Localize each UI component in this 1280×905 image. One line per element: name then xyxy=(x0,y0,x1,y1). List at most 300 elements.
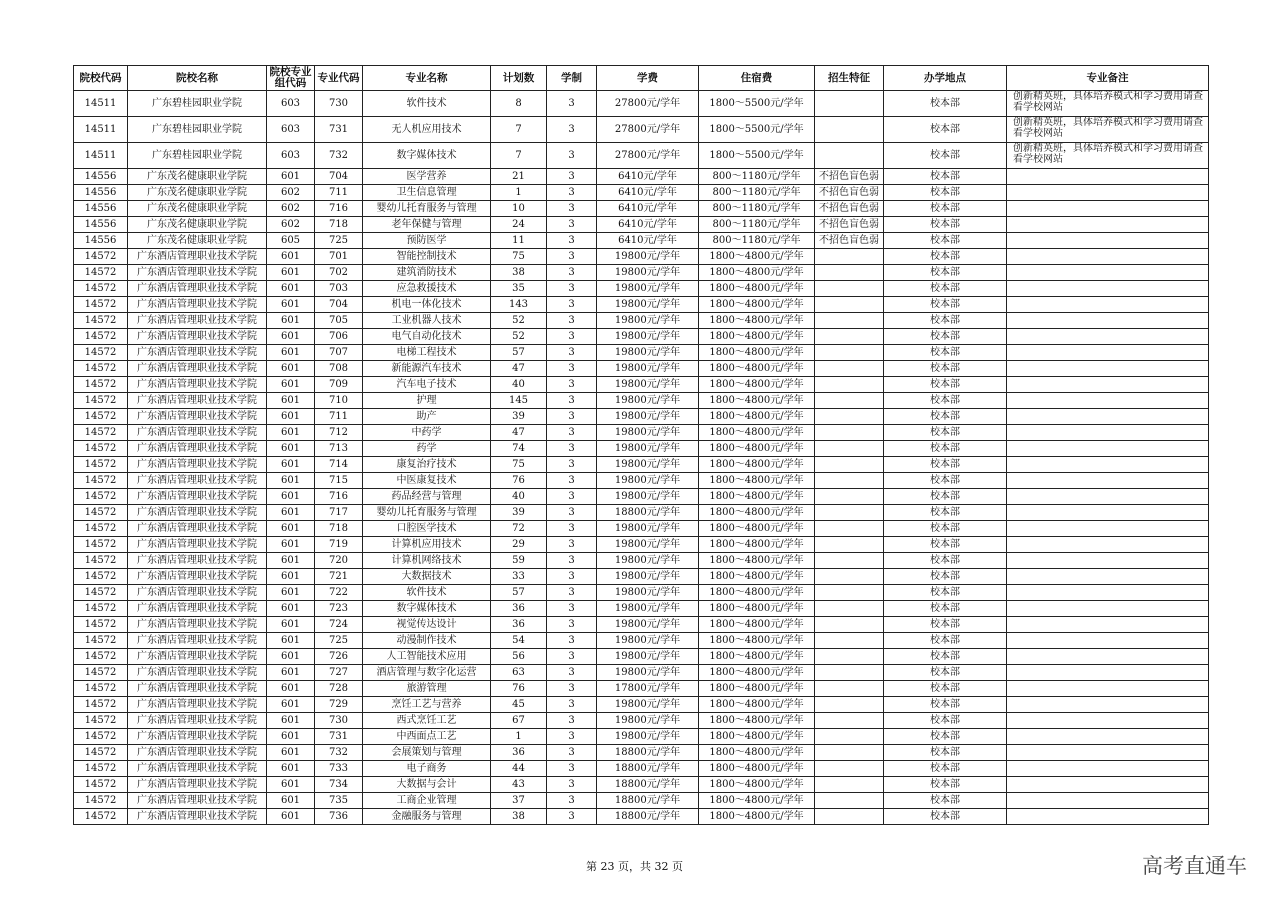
cell-campus: 校本部 xyxy=(884,117,1007,143)
page-number: 第 23 页，共 32 页 xyxy=(586,860,683,873)
cell-duration: 3 xyxy=(547,91,597,117)
cell-duration: 3 xyxy=(547,505,597,521)
cell-admission-feature xyxy=(815,681,884,697)
cell-tuition: 18800元/学年 xyxy=(597,793,699,809)
cell-school-name: 广东酒店管理职业技术学院 xyxy=(128,345,267,361)
cell-duration: 3 xyxy=(547,249,597,265)
table-row xyxy=(74,297,1209,313)
cell-major-name: 康复治疗技术 xyxy=(363,457,491,473)
cell-admission-feature xyxy=(815,761,884,777)
cell-major-code: 718 xyxy=(315,521,363,537)
cell-campus: 校本部 xyxy=(884,265,1007,281)
cell-campus: 校本部 xyxy=(884,553,1007,569)
cell-duration: 3 xyxy=(547,521,597,537)
cell-major-code: 708 xyxy=(315,361,363,377)
cell-plan-count: 40 xyxy=(491,377,547,393)
cell-school-code: 14572 xyxy=(74,377,128,393)
cell-major-code: 731 xyxy=(315,729,363,745)
cell-major-code: 730 xyxy=(315,91,363,117)
cell-duration: 3 xyxy=(547,393,597,409)
cell-major-name: 电子商务 xyxy=(363,761,491,777)
cell-school-code: 14572 xyxy=(74,777,128,793)
cell-campus: 校本部 xyxy=(884,425,1007,441)
cell-school-name: 广东酒店管理职业技术学院 xyxy=(128,409,267,425)
cell-group-code: 602 xyxy=(267,201,315,217)
cell-major-code: 725 xyxy=(315,633,363,649)
cell-campus: 校本部 xyxy=(884,409,1007,425)
cell-group-code: 601 xyxy=(267,633,315,649)
cell-plan-count: 37 xyxy=(491,793,547,809)
cell-admission-feature xyxy=(815,697,884,713)
cell-duration: 3 xyxy=(547,233,597,249)
cell-major-name: 护理 xyxy=(363,393,491,409)
cell-admission-feature xyxy=(815,117,884,143)
cell-major-name: 西式烹饪工艺 xyxy=(363,713,491,729)
cell-school-name: 广东碧桂园职业学院 xyxy=(128,143,267,169)
cell-campus: 校本部 xyxy=(884,585,1007,601)
table-row xyxy=(74,617,1209,633)
cell-campus: 校本部 xyxy=(884,713,1007,729)
cell-plan-count: 52 xyxy=(491,329,547,345)
cell-admission-feature xyxy=(815,457,884,473)
cell-tuition: 27800元/学年 xyxy=(597,143,699,169)
cell-plan-count: 39 xyxy=(491,505,547,521)
cell-tuition: 19800元/学年 xyxy=(597,649,699,665)
cell-duration: 3 xyxy=(547,649,597,665)
cell-school-code: 14511 xyxy=(74,117,128,143)
cell-school-name: 广东碧桂园职业学院 xyxy=(128,117,267,143)
cell-school-name: 广东酒店管理职业技术学院 xyxy=(128,617,267,633)
cell-major-code: 732 xyxy=(315,143,363,169)
cell-school-name: 广东酒店管理职业技术学院 xyxy=(128,393,267,409)
cell-tuition: 19800元/学年 xyxy=(597,249,699,265)
cell-major-code: 721 xyxy=(315,569,363,585)
cell-major-code: 719 xyxy=(315,537,363,553)
cell-admission-feature xyxy=(815,473,884,489)
cell-school-code: 14572 xyxy=(74,265,128,281)
cell-tuition: 19800元/学年 xyxy=(597,489,699,505)
cell-school-code: 14572 xyxy=(74,281,128,297)
cell-school-name: 广东酒店管理职业技术学院 xyxy=(128,665,267,681)
cell-housing-fee: 800～1180元/学年 xyxy=(699,217,815,233)
cell-campus: 校本部 xyxy=(884,393,1007,409)
cell-school-name: 广东茂名健康职业学院 xyxy=(128,185,267,201)
cell-housing-fee: 1800～4800元/学年 xyxy=(699,409,815,425)
cell-admission-feature xyxy=(815,361,884,377)
cell-admission-feature xyxy=(815,729,884,745)
cell-tuition: 19800元/学年 xyxy=(597,297,699,313)
cell-group-code: 601 xyxy=(267,361,315,377)
cell-plan-count: 36 xyxy=(491,617,547,633)
cell-group-code: 601 xyxy=(267,681,315,697)
cell-housing-fee: 1800～4800元/学年 xyxy=(699,361,815,377)
cell-school-code: 14556 xyxy=(74,233,128,249)
cell-tuition: 6410元/学年 xyxy=(597,169,699,185)
cell-tuition: 18800元/学年 xyxy=(597,809,699,825)
cell-school-name: 广东酒店管理职业技术学院 xyxy=(128,473,267,489)
cell-housing-fee: 1800～4800元/学年 xyxy=(699,505,815,521)
table-row xyxy=(74,537,1209,553)
cell-admission-feature xyxy=(815,601,884,617)
cell-major-code: 723 xyxy=(315,601,363,617)
cell-plan-count: 143 xyxy=(491,297,547,313)
cell-major-code: 707 xyxy=(315,345,363,361)
cell-school-code: 14572 xyxy=(74,649,128,665)
cell-campus: 校本部 xyxy=(884,91,1007,117)
cell-plan-count: 36 xyxy=(491,601,547,617)
cell-tuition: 19800元/学年 xyxy=(597,313,699,329)
cell-major-note xyxy=(1007,457,1209,473)
cell-tuition: 6410元/学年 xyxy=(597,217,699,233)
cell-major-note xyxy=(1007,569,1209,585)
cell-housing-fee: 1800～4800元/学年 xyxy=(699,553,815,569)
cell-plan-count: 1 xyxy=(491,729,547,745)
cell-group-code: 605 xyxy=(267,233,315,249)
cell-duration: 3 xyxy=(547,281,597,297)
cell-plan-count: 56 xyxy=(491,649,547,665)
cell-school-code: 14556 xyxy=(74,201,128,217)
cell-major-note xyxy=(1007,489,1209,505)
cell-duration: 3 xyxy=(547,809,597,825)
table-row xyxy=(74,777,1209,793)
table-row xyxy=(74,681,1209,697)
cell-duration: 3 xyxy=(547,329,597,345)
cell-plan-count: 75 xyxy=(491,249,547,265)
cell-group-code: 602 xyxy=(267,185,315,201)
cell-major-note xyxy=(1007,793,1209,809)
cell-duration: 3 xyxy=(547,537,597,553)
cell-tuition: 19800元/学年 xyxy=(597,665,699,681)
cell-housing-fee: 1800～4800元/学年 xyxy=(699,297,815,313)
cell-group-code: 601 xyxy=(267,377,315,393)
cell-major-name: 计算机应用技术 xyxy=(363,537,491,553)
table-row xyxy=(74,409,1209,425)
cell-campus: 校本部 xyxy=(884,473,1007,489)
cell-campus: 校本部 xyxy=(884,377,1007,393)
cell-major-name: 中药学 xyxy=(363,425,491,441)
cell-major-name: 中医康复技术 xyxy=(363,473,491,489)
cell-major-note xyxy=(1007,441,1209,457)
cell-major-name: 视觉传达设计 xyxy=(363,617,491,633)
cell-tuition: 6410元/学年 xyxy=(597,233,699,249)
cell-housing-fee: 1800～4800元/学年 xyxy=(699,441,815,457)
cell-tuition: 18800元/学年 xyxy=(597,745,699,761)
cell-tuition: 18800元/学年 xyxy=(597,777,699,793)
cell-major-note xyxy=(1007,505,1209,521)
table-row xyxy=(74,649,1209,665)
cell-tuition: 19800元/学年 xyxy=(597,393,699,409)
cell-major-note xyxy=(1007,697,1209,713)
cell-major-note xyxy=(1007,745,1209,761)
cell-housing-fee: 1800～4800元/学年 xyxy=(699,377,815,393)
cell-major-name: 人工智能技术应用 xyxy=(363,649,491,665)
cell-school-name: 广东酒店管理职业技术学院 xyxy=(128,585,267,601)
cell-major-code: 705 xyxy=(315,313,363,329)
table-row xyxy=(74,569,1209,585)
cell-major-note xyxy=(1007,345,1209,361)
cell-major-name: 无人机应用技术 xyxy=(363,117,491,143)
cell-housing-fee: 1800～4800元/学年 xyxy=(699,521,815,537)
cell-plan-count: 44 xyxy=(491,761,547,777)
cell-plan-count: 39 xyxy=(491,409,547,425)
cell-major-name: 建筑消防技术 xyxy=(363,265,491,281)
cell-housing-fee: 1800～4800元/学年 xyxy=(699,329,815,345)
cell-major-note xyxy=(1007,409,1209,425)
cell-school-name: 广东酒店管理职业技术学院 xyxy=(128,281,267,297)
cell-major-code: 706 xyxy=(315,329,363,345)
cell-school-code: 14572 xyxy=(74,761,128,777)
cell-major-name: 工商企业管理 xyxy=(363,793,491,809)
table-row xyxy=(74,553,1209,569)
cell-tuition: 19800元/学年 xyxy=(597,713,699,729)
cell-housing-fee: 1800～4800元/学年 xyxy=(699,425,815,441)
table-row xyxy=(74,91,1209,117)
cell-housing-fee: 1800～4800元/学年 xyxy=(699,569,815,585)
cell-major-code: 726 xyxy=(315,649,363,665)
cell-major-name: 数字媒体技术 xyxy=(363,143,491,169)
cell-duration: 3 xyxy=(547,441,597,457)
cell-campus: 校本部 xyxy=(884,441,1007,457)
cell-school-name: 广东酒店管理职业技术学院 xyxy=(128,441,267,457)
cell-group-code: 601 xyxy=(267,473,315,489)
cell-group-code: 602 xyxy=(267,217,315,233)
cell-major-note xyxy=(1007,169,1209,185)
cell-school-code: 14572 xyxy=(74,473,128,489)
cell-campus: 校本部 xyxy=(884,569,1007,585)
cell-group-code: 601 xyxy=(267,793,315,809)
cell-plan-count: 43 xyxy=(491,777,547,793)
cell-school-name: 广东酒店管理职业技术学院 xyxy=(128,633,267,649)
cell-major-note xyxy=(1007,649,1209,665)
cell-major-name: 药品经营与管理 xyxy=(363,489,491,505)
cell-school-code: 14511 xyxy=(74,143,128,169)
cell-housing-fee: 1800～4800元/学年 xyxy=(699,265,815,281)
cell-major-note xyxy=(1007,313,1209,329)
cell-plan-count: 75 xyxy=(491,457,547,473)
cell-school-code: 14572 xyxy=(74,313,128,329)
cell-school-name: 广东酒店管理职业技术学院 xyxy=(128,761,267,777)
table-row xyxy=(74,393,1209,409)
cell-school-name: 广东酒店管理职业技术学院 xyxy=(128,489,267,505)
cell-admission-feature xyxy=(815,649,884,665)
cell-major-code: 725 xyxy=(315,233,363,249)
cell-school-name: 广东茂名健康职业学院 xyxy=(128,201,267,217)
cell-major-code: 716 xyxy=(315,201,363,217)
cell-tuition: 19800元/学年 xyxy=(597,585,699,601)
cell-tuition: 19800元/学年 xyxy=(597,521,699,537)
cell-major-name: 旅游管理 xyxy=(363,681,491,697)
cell-duration: 3 xyxy=(547,409,597,425)
cell-plan-count: 145 xyxy=(491,393,547,409)
cell-group-code: 601 xyxy=(267,601,315,617)
cell-housing-fee: 800～1180元/学年 xyxy=(699,233,815,249)
cell-duration: 3 xyxy=(547,761,597,777)
table-row xyxy=(74,185,1209,201)
cell-plan-count: 38 xyxy=(491,265,547,281)
cell-admission-feature xyxy=(815,281,884,297)
cell-major-note xyxy=(1007,297,1209,313)
cell-school-name: 广东酒店管理职业技术学院 xyxy=(128,313,267,329)
cell-major-name: 汽车电子技术 xyxy=(363,377,491,393)
cell-school-name: 广东酒店管理职业技术学院 xyxy=(128,425,267,441)
cell-duration: 3 xyxy=(547,697,597,713)
cell-major-note xyxy=(1007,425,1209,441)
cell-tuition: 27800元/学年 xyxy=(597,117,699,143)
cell-school-name: 广东茂名健康职业学院 xyxy=(128,233,267,249)
cell-school-name: 广东酒店管理职业技术学院 xyxy=(128,777,267,793)
cell-group-code: 601 xyxy=(267,489,315,505)
table-row xyxy=(74,473,1209,489)
cell-housing-fee: 800～1180元/学年 xyxy=(699,201,815,217)
table-row xyxy=(74,281,1209,297)
cell-duration: 3 xyxy=(547,633,597,649)
cell-plan-count: 57 xyxy=(491,345,547,361)
cell-school-code: 14572 xyxy=(74,585,128,601)
cell-admission-feature xyxy=(815,505,884,521)
cell-duration: 3 xyxy=(547,681,597,697)
table-row xyxy=(74,697,1209,713)
cell-major-code: 713 xyxy=(315,441,363,457)
cell-admission-feature xyxy=(815,345,884,361)
cell-major-note xyxy=(1007,553,1209,569)
table-row xyxy=(74,361,1209,377)
cell-campus: 校本部 xyxy=(884,143,1007,169)
cell-plan-count: 11 xyxy=(491,233,547,249)
cell-school-name: 广东酒店管理职业技术学院 xyxy=(128,329,267,345)
cell-major-name: 酒店管理与数字化运营 xyxy=(363,665,491,681)
cell-school-code: 14556 xyxy=(74,185,128,201)
cell-major-name: 智能控制技术 xyxy=(363,249,491,265)
cell-major-note xyxy=(1007,521,1209,537)
cell-duration: 3 xyxy=(547,185,597,201)
cell-admission-feature: 不招色盲色弱 xyxy=(815,201,884,217)
cell-housing-fee: 1800～4800元/学年 xyxy=(699,777,815,793)
cell-plan-count: 76 xyxy=(491,681,547,697)
cell-school-code: 14572 xyxy=(74,553,128,569)
cell-major-name: 大数据与会计 xyxy=(363,777,491,793)
cell-campus: 校本部 xyxy=(884,457,1007,473)
cell-duration: 3 xyxy=(547,217,597,233)
cell-plan-count: 45 xyxy=(491,697,547,713)
cell-school-name: 广东茂名健康职业学院 xyxy=(128,169,267,185)
cell-campus: 校本部 xyxy=(884,793,1007,809)
cell-housing-fee: 1800～4800元/学年 xyxy=(699,793,815,809)
cell-duration: 3 xyxy=(547,729,597,745)
cell-plan-count: 54 xyxy=(491,633,547,649)
cell-plan-count: 57 xyxy=(491,585,547,601)
cell-plan-count: 52 xyxy=(491,313,547,329)
cell-plan-count: 59 xyxy=(491,553,547,569)
cell-school-code: 14572 xyxy=(74,441,128,457)
cell-admission-feature xyxy=(815,745,884,761)
cell-duration: 3 xyxy=(547,425,597,441)
cell-major-name: 中西面点工艺 xyxy=(363,729,491,745)
cell-school-code: 14572 xyxy=(74,713,128,729)
cell-group-code: 601 xyxy=(267,777,315,793)
cell-duration: 3 xyxy=(547,457,597,473)
cell-major-note xyxy=(1007,473,1209,489)
cell-school-name: 广东酒店管理职业技术学院 xyxy=(128,713,267,729)
cell-housing-fee: 1800～4800元/学年 xyxy=(699,345,815,361)
cell-housing-fee: 1800～4800元/学年 xyxy=(699,489,815,505)
table-row xyxy=(74,713,1209,729)
cell-major-note xyxy=(1007,217,1209,233)
cell-school-code: 14556 xyxy=(74,169,128,185)
cell-admission-feature: 不招色盲色弱 xyxy=(815,185,884,201)
cell-school-code: 14572 xyxy=(74,345,128,361)
cell-school-name: 广东酒店管理职业技术学院 xyxy=(128,793,267,809)
cell-housing-fee: 1800～4800元/学年 xyxy=(699,537,815,553)
cell-major-name: 医学营养 xyxy=(363,169,491,185)
cell-school-code: 14572 xyxy=(74,393,128,409)
cell-duration: 3 xyxy=(547,201,597,217)
cell-major-name: 新能源汽车技术 xyxy=(363,361,491,377)
cell-group-code: 601 xyxy=(267,457,315,473)
cell-major-note: 创新精英班，具体培养模式和学习费用请查看学校网站 xyxy=(1007,91,1209,117)
header-campus: 办学地点 xyxy=(884,66,1007,91)
table-row xyxy=(74,633,1209,649)
cell-campus: 校本部 xyxy=(884,761,1007,777)
cell-school-code: 14511 xyxy=(74,91,128,117)
cell-plan-count: 76 xyxy=(491,473,547,489)
cell-housing-fee: 800～1180元/学年 xyxy=(699,169,815,185)
cell-campus: 校本部 xyxy=(884,489,1007,505)
cell-major-note xyxy=(1007,249,1209,265)
cell-tuition: 18800元/学年 xyxy=(597,505,699,521)
cell-campus: 校本部 xyxy=(884,537,1007,553)
cell-duration: 3 xyxy=(547,143,597,169)
cell-admission-feature xyxy=(815,553,884,569)
cell-major-name: 金融服务与管理 xyxy=(363,809,491,825)
cell-school-code: 14572 xyxy=(74,505,128,521)
cell-school-code: 14572 xyxy=(74,729,128,745)
cell-group-code: 601 xyxy=(267,345,315,361)
cell-admission-feature xyxy=(815,793,884,809)
cell-housing-fee: 1800～4800元/学年 xyxy=(699,585,815,601)
cell-school-name: 广东酒店管理职业技术学院 xyxy=(128,521,267,537)
cell-plan-count: 38 xyxy=(491,809,547,825)
cell-school-name: 广东酒店管理职业技术学院 xyxy=(128,249,267,265)
cell-major-code: 724 xyxy=(315,617,363,633)
cell-group-code: 601 xyxy=(267,649,315,665)
cell-major-code: 731 xyxy=(315,117,363,143)
cell-housing-fee: 1800～4800元/学年 xyxy=(699,281,815,297)
cell-major-name: 会展策划与管理 xyxy=(363,745,491,761)
cell-major-note: 创新精英班，具体培养模式和学习费用请查看学校网站 xyxy=(1007,143,1209,169)
cell-admission-feature xyxy=(815,409,884,425)
header-housing-fee: 住宿费 xyxy=(699,66,815,91)
cell-major-code: 727 xyxy=(315,665,363,681)
cell-school-code: 14572 xyxy=(74,665,128,681)
cell-duration: 3 xyxy=(547,117,597,143)
cell-tuition: 19800元/学年 xyxy=(597,265,699,281)
cell-campus: 校本部 xyxy=(884,729,1007,745)
cell-major-name: 电梯工程技术 xyxy=(363,345,491,361)
cell-tuition: 19800元/学年 xyxy=(597,329,699,345)
cell-admission-feature xyxy=(815,441,884,457)
cell-tuition: 19800元/学年 xyxy=(597,473,699,489)
cell-tuition: 19800元/学年 xyxy=(597,361,699,377)
cell-admission-feature xyxy=(815,489,884,505)
table-row xyxy=(74,201,1209,217)
cell-major-code: 728 xyxy=(315,681,363,697)
header-group-code: 院校专业组代码 xyxy=(267,66,315,91)
cell-housing-fee: 1800～4800元/学年 xyxy=(699,649,815,665)
cell-housing-fee: 1800～4800元/学年 xyxy=(699,633,815,649)
cell-admission-feature xyxy=(815,297,884,313)
table-row xyxy=(74,249,1209,265)
cell-major-code: 730 xyxy=(315,713,363,729)
